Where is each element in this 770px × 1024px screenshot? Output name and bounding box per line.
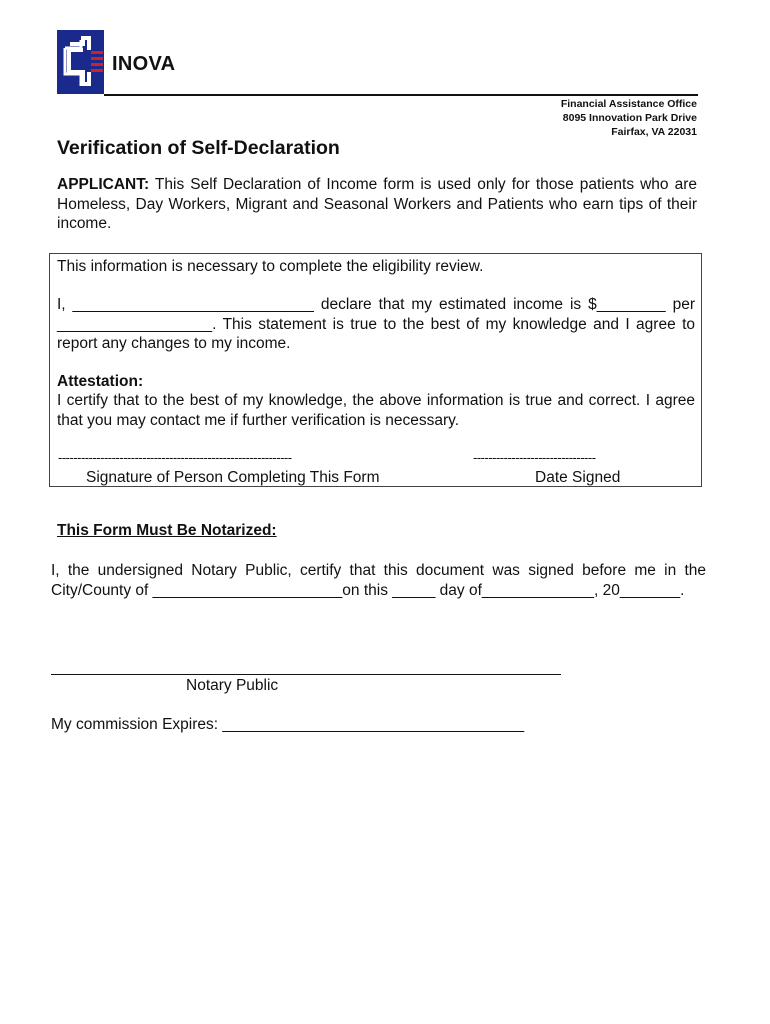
inova-logo	[57, 30, 104, 94]
header-divider	[104, 94, 698, 96]
notary-signature-label: Notary Public	[186, 677, 279, 694]
income-statement: I, ____________________________ declare that my estimated income is $________ per __________________. This statement is true to the best of my knowledge and I agree to report any changes to my income.	[57, 296, 695, 352]
declaration-box	[49, 253, 702, 487]
office-name: Financial Assistance Office	[560, 98, 697, 110]
intro-label: APPLICANT:	[57, 176, 150, 193]
commission-expiry: My commission Expires: ___________________________________	[51, 716, 525, 733]
notary-signature-line[interactable]	[51, 674, 561, 675]
notary-heading: This Form Must Be Notarized:	[57, 522, 277, 539]
intro-text: This Self Declaration of Income form is used only for those patients who are Homeless, Day Workers, Migrant and Seasonal Workers and Patients who earn tips of their income.	[57, 176, 697, 232]
date-label: Date Signed	[535, 469, 621, 486]
attestation-heading: Attestation:	[57, 373, 144, 390]
cross-logo-icon	[57, 30, 104, 94]
office-address	[561, 97, 697, 139]
office-street: 8095 Innovation Park Drive	[562, 112, 697, 124]
necessity-text: This information is necessary to complete the eligibility review.	[57, 258, 484, 275]
signature-label: Signature of Person Completing This Form	[86, 469, 380, 486]
notary-certification: I, the undersigned Notary Public, certify that this document was signed before me in the City/County of ______________________on this _____ day of_____________, 20_______.	[51, 562, 706, 599]
date-line[interactable]: --------------------------------	[473, 450, 596, 465]
brand-name: INOVA	[112, 53, 176, 75]
office-city: Fairfax, VA 22031	[611, 126, 697, 138]
attestation-text: I certify that to the best of my knowledge, the above information is true and correct. I agree that you may contact me if further verification is necessary.	[57, 392, 695, 429]
signature-line[interactable]: -------------------------------------------------------------	[58, 450, 292, 465]
page-title: Verification of Self-Declaration	[57, 137, 340, 159]
intro-paragraph	[57, 175, 697, 234]
